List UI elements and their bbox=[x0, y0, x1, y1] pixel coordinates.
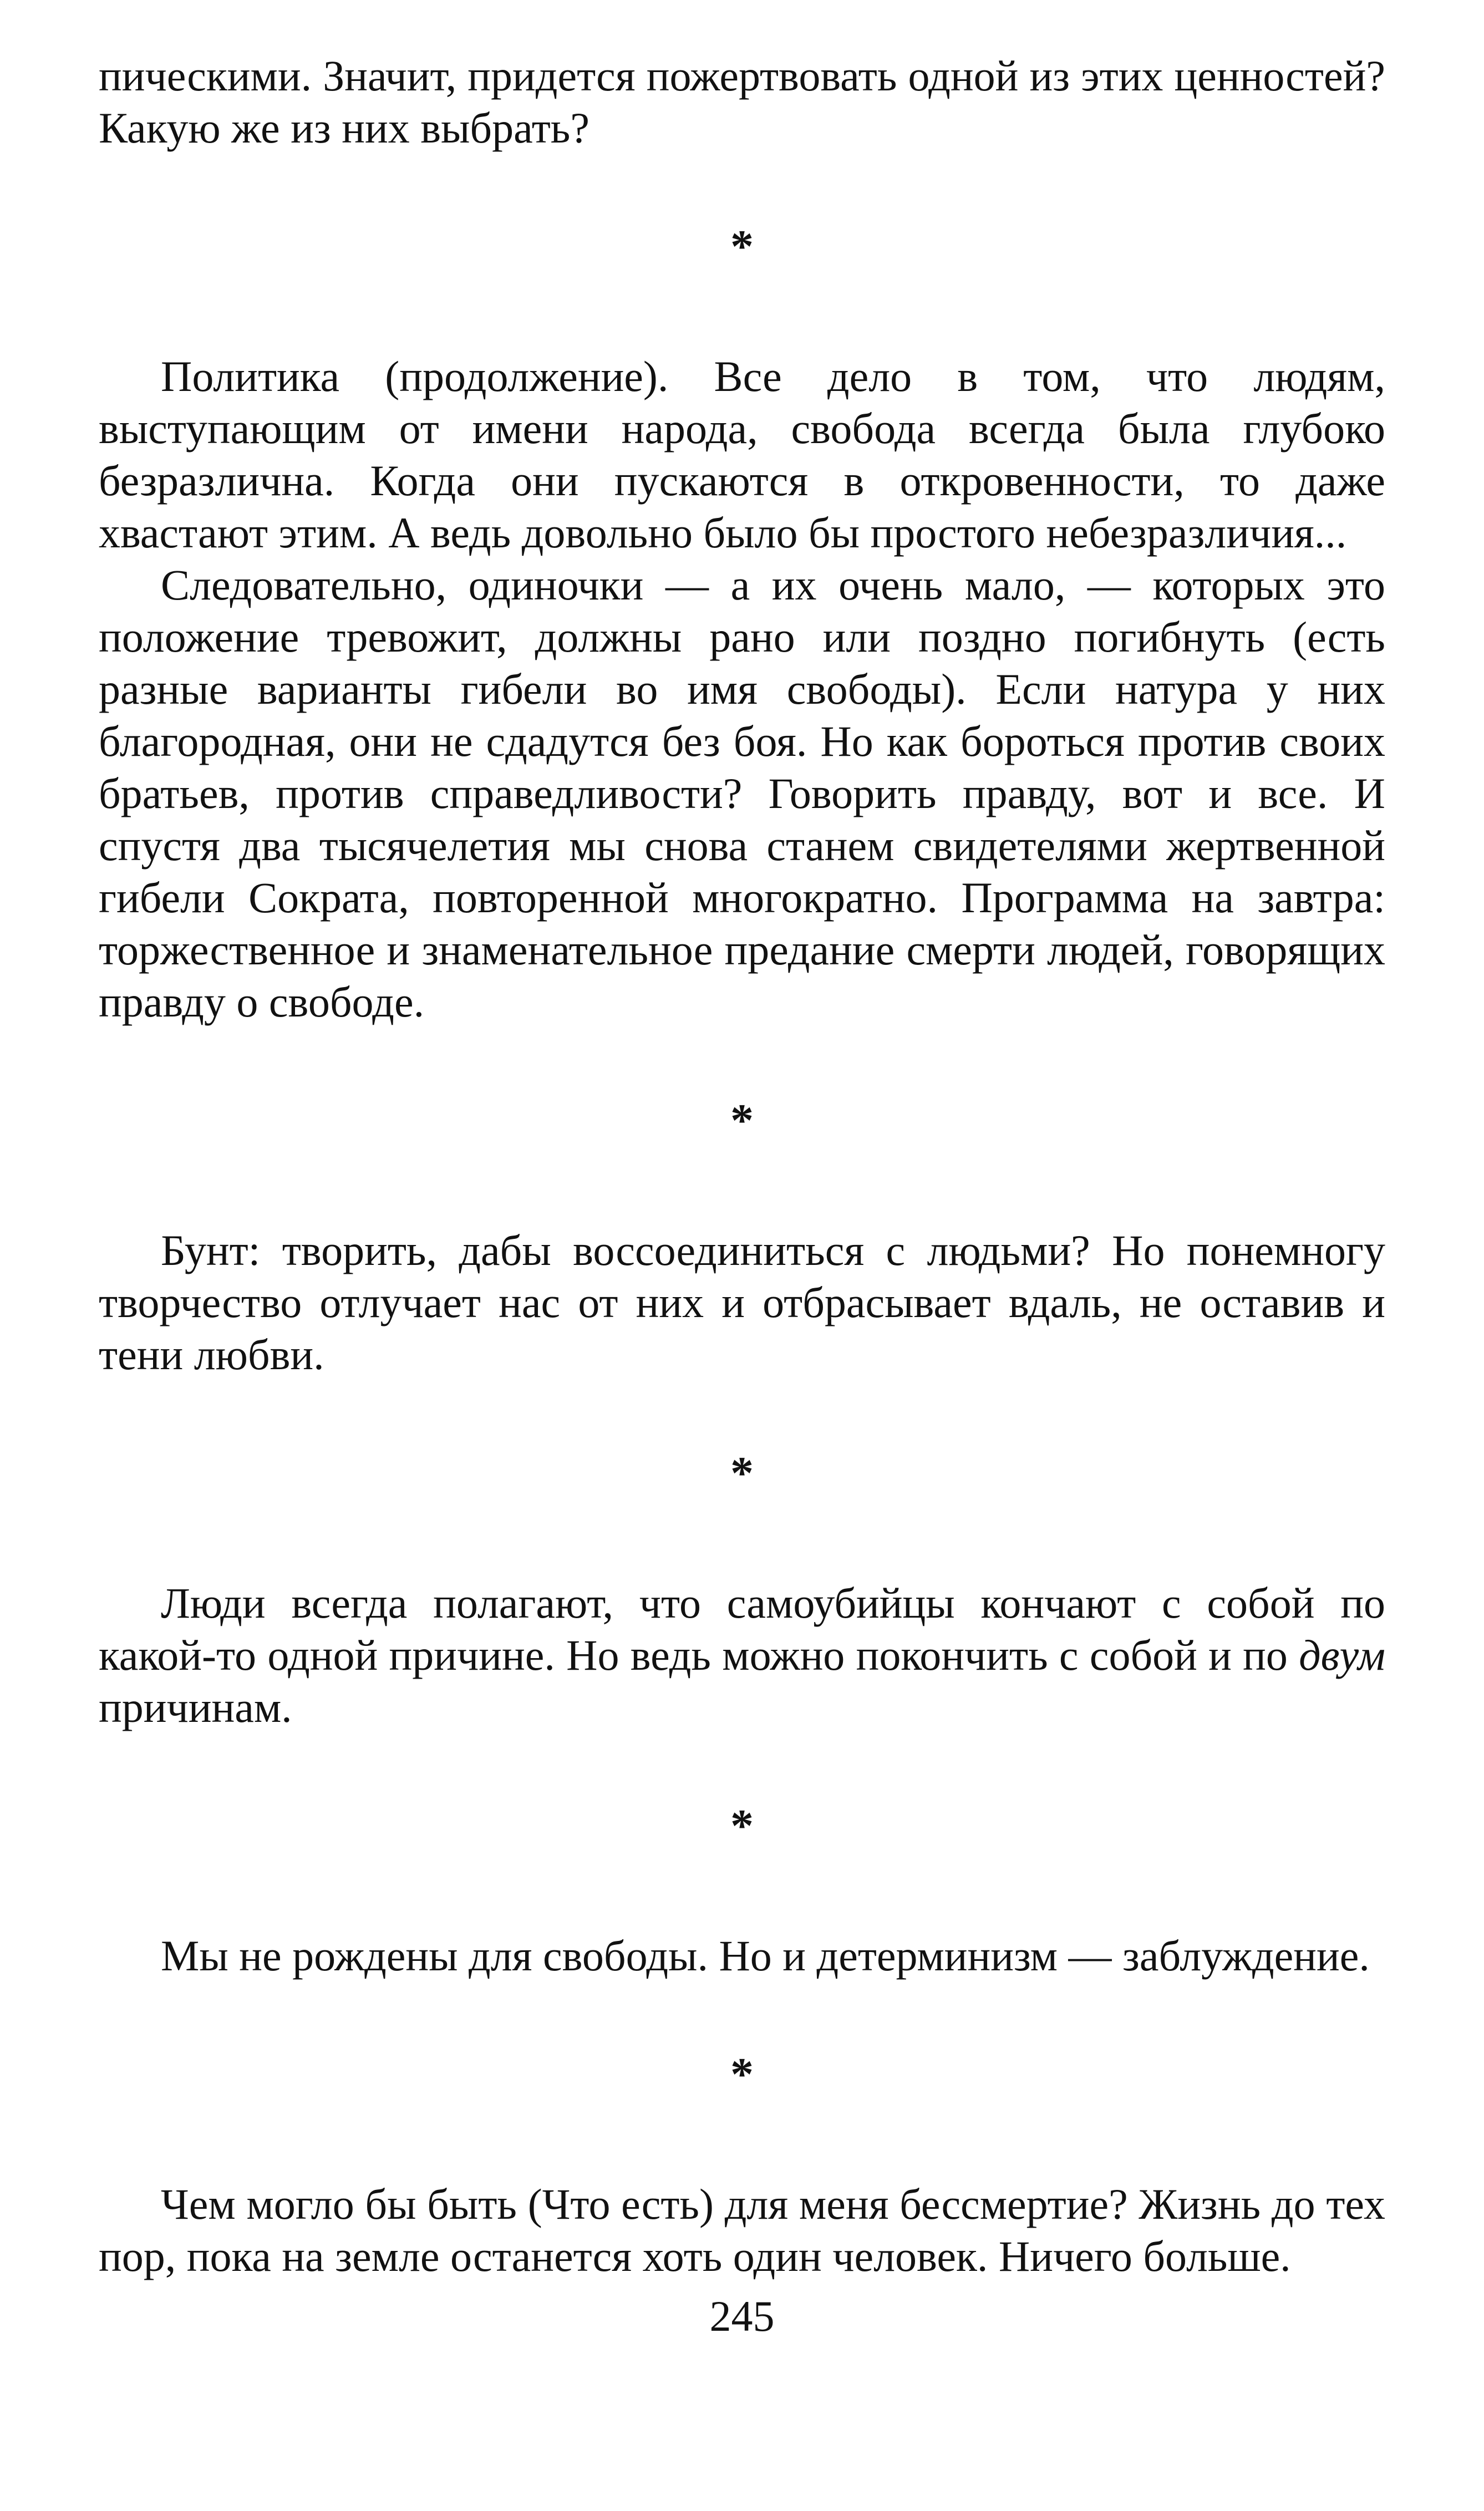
paragraph-loners: Следовательно, одиночки — а их очень мало, — которых это положение тревожит, должны рано или поздно погибнуть (есть разные варианты гибели во имя свободы). Если натура у них благородная, они не сдадутся без боя. Но как бороться против своих братьев, против справедливости? Говорить правду, вот и все. И спустя два тысячелетия мы снова станем свидетелями жертвенной гибели Сократа, повторенной многократно. Программа на завтра: торжественное и знаменательное предание смерти людей, говорящих правду о свободе. bbox=[99, 561, 1385, 1026]
paragraph-freedom: Мы не рождены для свободы. Но и детерминизм — заблуждение. bbox=[161, 1931, 1370, 1980]
section-separator-3: * bbox=[730, 1447, 754, 1499]
section-separator-2: * bbox=[730, 1095, 754, 1146]
emphasis-two: двум bbox=[1299, 1631, 1385, 1679]
section-separator-1: * bbox=[730, 221, 754, 272]
page-number: 245 bbox=[709, 2292, 775, 2340]
paragraph-immortality: Чем могло бы быть (Что есть) для меня бессмертие? Жизнь до тех пор, пока на земле останется хоть один человек. Ничего больше. bbox=[99, 2180, 1385, 2280]
paragraph-suicide bbox=[99, 1577, 1385, 1734]
paragraph-revolt: Бунт: творить, дабы воссоединиться с людьми? Но понемногу творчество отлучает нас от них и отбрасывает вдаль, не оставив и тени любви. bbox=[99, 1226, 1385, 1379]
paragraph-continued: пическими. Значит, придется пожертвовать одной из этих ценностей? Какую же из них выбрать? bbox=[99, 52, 1385, 152]
page-body bbox=[99, 50, 1385, 2283]
suicide-text-end: причинам. bbox=[99, 1683, 292, 1731]
section-separator-4: * bbox=[730, 1800, 754, 1852]
suicide-text-start: Люди всегда полагают, что самоубийцы кончают с собой по какой-то одной причине. Но ведь можно покончить с собой и по bbox=[99, 1579, 1385, 1679]
section-separator-5: * bbox=[730, 2049, 754, 2100]
paragraph-politics: Политика (продолжение). Все дело в том, что людям, выступающим от имени народа, свобода всегда была глубоко безразлична. Когда они пускаются в откровенности, то даже хвастают этим. А ведь довольно было бы простого небезразличия... bbox=[99, 352, 1385, 557]
